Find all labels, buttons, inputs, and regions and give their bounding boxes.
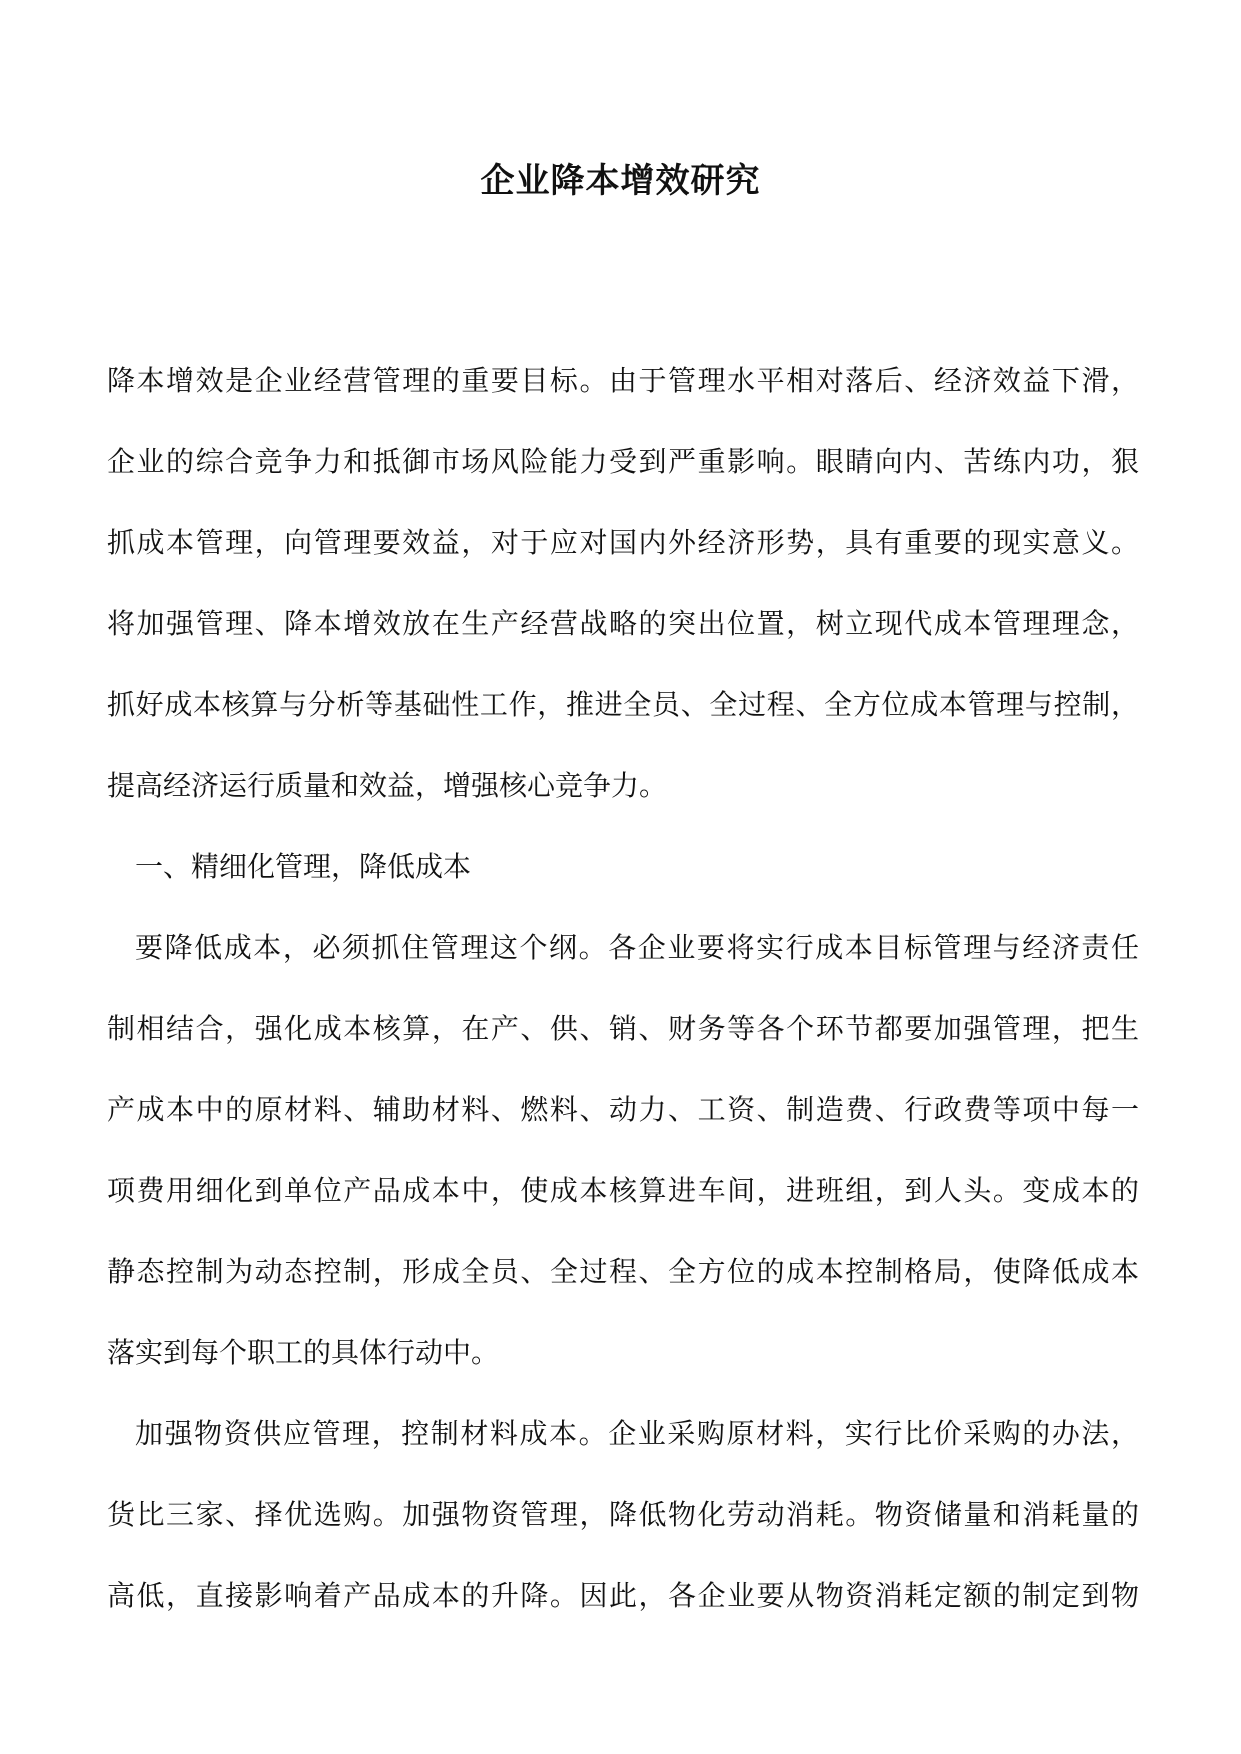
text-line: 抓成本管理，向管理要效益，对于应对国内外经济形势，具有重要的现实意义。 bbox=[107, 526, 1139, 559]
text-line: 将加强管理、降本增效放在生产经营战略的突出位置，树立现代成本管理理念， bbox=[107, 607, 1139, 640]
text-line: 静态控制为动态控制，形成全员、全过程、全方位的成本控制格局，使降低成本 bbox=[107, 1255, 1139, 1288]
text-line: 提高经济运行质量和效益，增强核心竞争力。 bbox=[107, 769, 668, 802]
paragraph-material-supply bbox=[107, 1393, 1139, 1636]
text-line: 高低，直接影响着产品成本的升降。因此，各企业要从物资消耗定额的制定到物 bbox=[107, 1579, 1139, 1612]
text-line: 加强物资供应管理，控制材料成本。企业采购原材料，实行比价采购的办法， bbox=[135, 1417, 1139, 1450]
paragraph-cost-reduction bbox=[107, 907, 1139, 1393]
text-line: 抓好成本核算与分析等基础性工作，推进全员、全过程、全方位成本管理与控制， bbox=[107, 688, 1139, 721]
text-line: 企业的综合竞争力和抵御市场风险能力受到严重影响。眼睛向内、苦练内功，狠 bbox=[107, 445, 1139, 478]
text-line: 落实到每个职工的具体行动中。 bbox=[107, 1336, 500, 1369]
document-title: 企业降本增效研究 bbox=[480, 161, 761, 201]
document-body bbox=[107, 340, 1139, 1636]
paragraph-intro bbox=[107, 340, 1139, 826]
text-line: 要降低成本，必须抓住管理这个纲。各企业要将实行成本目标管理与经济责任 bbox=[135, 931, 1139, 964]
text-line: 产成本中的原材料、辅助材料、燃料、动力、工资、制造费、行政费等项中每一 bbox=[107, 1093, 1139, 1126]
section-heading-1 bbox=[107, 826, 1139, 907]
text-line: 制相结合，强化成本核算，在产、供、销、财务等各个环节都要加强管理，把生 bbox=[107, 1012, 1139, 1045]
text-line: 降本增效是企业经营管理的重要目标。由于管理水平相对落后、经济效益下滑， bbox=[107, 364, 1139, 397]
text-line: 项费用细化到单位产品成本中，使成本核算进车间，进班组，到人头。变成本的 bbox=[107, 1174, 1139, 1207]
text-line: 货比三家、择优选购。加强物资管理，降低物化劳动消耗。物资储量和消耗量的 bbox=[107, 1498, 1139, 1531]
section-heading: 一、精细化管理，降低成本 bbox=[135, 850, 472, 883]
